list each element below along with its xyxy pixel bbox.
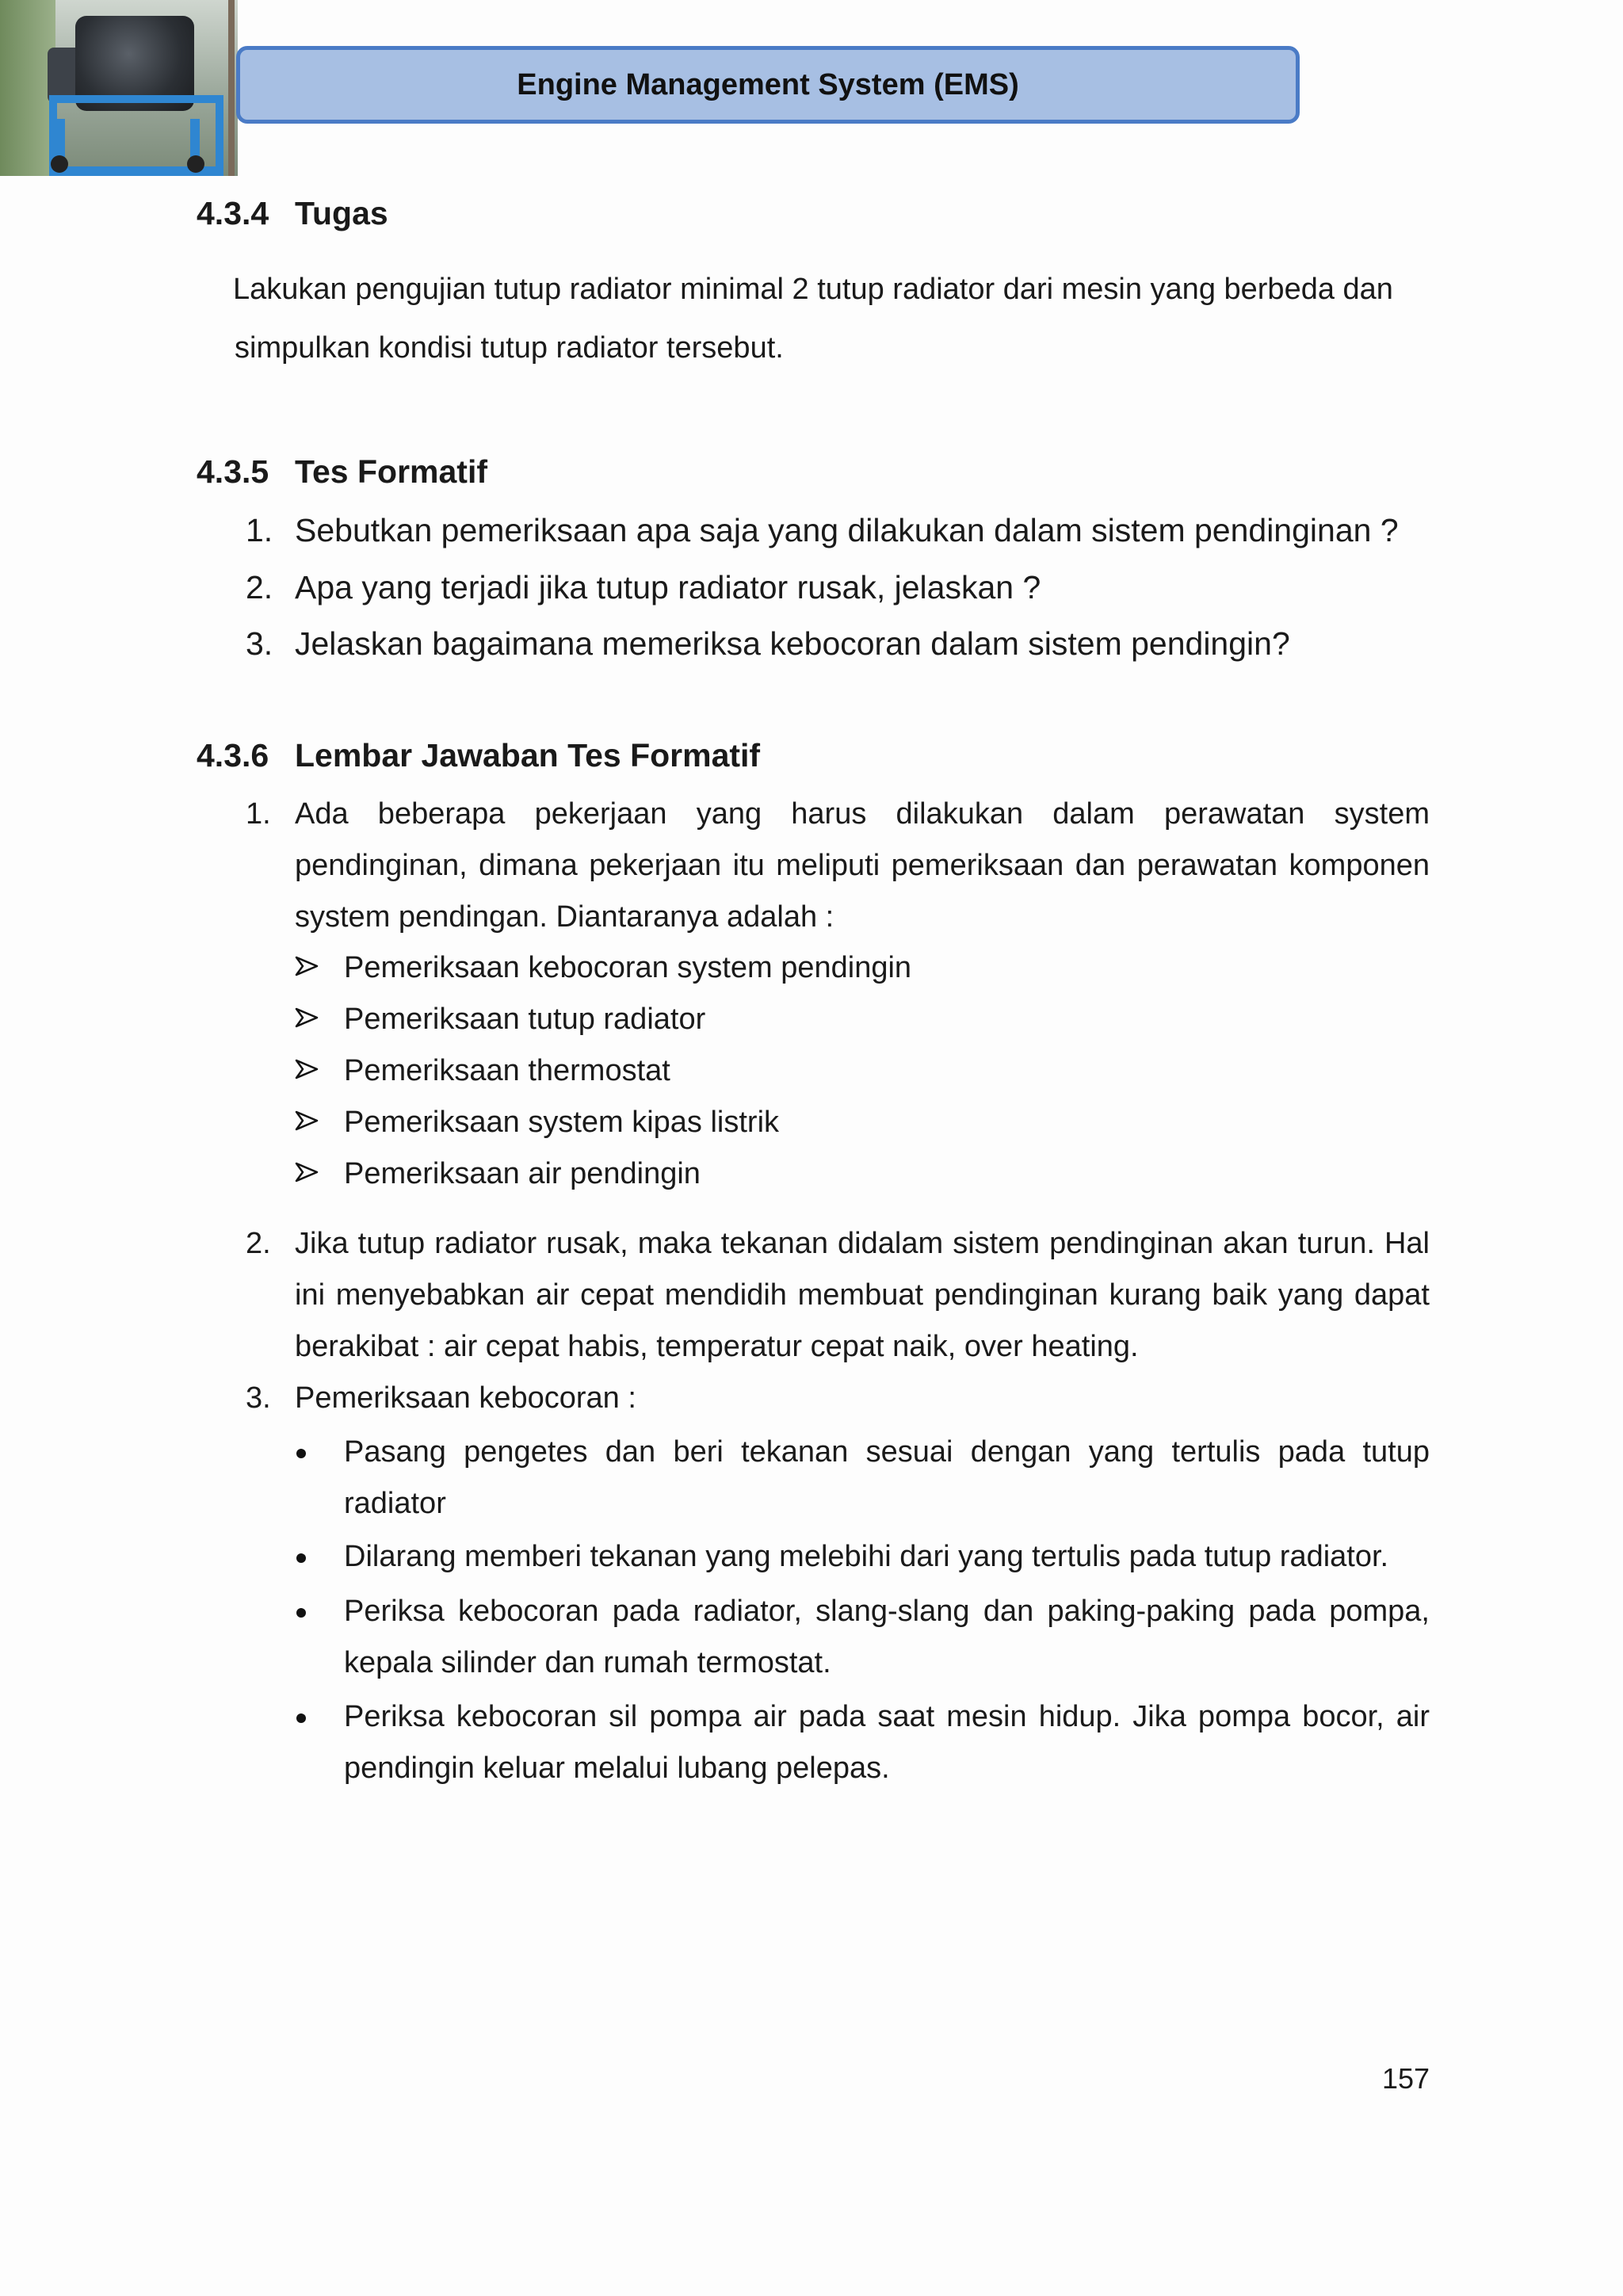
question-2-text: Apa yang terjadi jika tutup radiator rusak, jelaskan ? (295, 569, 1041, 606)
question-1-marker: 1. (246, 512, 273, 548)
answer-3-bullet-2: Dilarang memberi tekanan yang melebihi dari yang tertulis pada tutup radiator. (344, 1540, 1389, 1573)
tugas-line-2: simpulkan kondisi tutup radiator tersebut. (235, 331, 784, 365)
question-1-text: Sebutkan pemeriksaan apa saja yang dilakukan dalam sistem pendinginan ? (295, 512, 1399, 548)
header-banner (236, 46, 1300, 124)
section-title: Tugas (295, 195, 388, 231)
answer-1-line-2: pendinginan, dimana pekerjaan itu meliputi pemeriksaan dan perawatan komponen (295, 849, 1430, 882)
section-title: Lembar Jawaban Tes Formatif (295, 737, 761, 774)
bullet-dot-icon (296, 1608, 306, 1618)
answer-1-item-2: Pemeriksaan tutup radiator (344, 1003, 706, 1036)
answer-3-marker: 3. (246, 1381, 271, 1415)
answer-2-line-3: berakibat : air cepat habis, temperatur cepat naik, over heating. (295, 1330, 1139, 1363)
answer-3-bullet-4-line-2: pendingin keluar melalui lubang pelepas. (344, 1752, 890, 1785)
answer-3-bullet-1-line-1: Pasang pengetes dan beri tekanan sesuai dengan yang tertulis pada tutup (344, 1435, 1430, 1469)
section-heading-tes-formatif (197, 453, 487, 491)
bullet-dot-icon (296, 1449, 306, 1458)
section-number: 4.3.6 (197, 737, 269, 774)
answer-1-item-1: Pemeriksaan kebocoran system pendingin (344, 951, 912, 984)
answer-1-item-5: Pemeriksaan air pendingin (344, 1157, 701, 1190)
section-title: Tes Formatif (295, 453, 487, 490)
arrow-bullet-icon (295, 1007, 319, 1028)
answer-3-bullet-3-line-2: kepala silinder dan rumah termostat. (344, 1646, 831, 1679)
bullet-dot-icon (296, 1553, 306, 1563)
question-2-marker: 2. (246, 569, 273, 606)
answer-3-bullet-4-line-1: Periksa kebocoran sil pompa air pada saat mesin hidup. Jika pompa bocor, air (344, 1700, 1430, 1733)
arrow-bullet-icon (295, 1059, 319, 1079)
answer-2-line-1: Jika tutup radiator rusak, maka tekanan didalam sistem pendinginan akan turun. Hal (295, 1227, 1430, 1260)
answer-3-bullet-3-line-1: Periksa kebocoran pada radiator, slang-slang dan paking-paking pada pompa, (344, 1595, 1430, 1628)
answer-1-line-3: system pendingan. Diantaranya adalah : (295, 900, 834, 934)
section-heading-tugas (197, 195, 388, 232)
header-title: Engine Management System (EMS) (517, 67, 1019, 101)
question-3-marker: 3. (246, 625, 273, 662)
tugas-line-1: Lakukan pengujian tutup radiator minimal 2 tutup radiator dari mesin yang berbeda dan (233, 273, 1393, 306)
page-number: 157 (1382, 2062, 1430, 2095)
answer-1-marker: 1. (246, 797, 271, 831)
answer-1-line-1: Ada beberapa pekerjaan yang harus dilakukan dalam perawatan system (295, 797, 1430, 831)
answer-3-bullet-1-line-2: radiator (344, 1487, 446, 1520)
answer-1-item-3: Pemeriksaan thermostat (344, 1054, 670, 1087)
section-number: 4.3.4 (197, 195, 269, 231)
arrow-bullet-icon (295, 1110, 319, 1131)
question-3-text: Jelaskan bagaimana memeriksa kebocoran dalam sistem pendingin? (295, 625, 1290, 662)
answer-3-intro: Pemeriksaan kebocoran : (295, 1381, 636, 1415)
bullet-dot-icon (296, 1713, 306, 1723)
section-number: 4.3.5 (197, 453, 269, 490)
answer-1-item-4: Pemeriksaan system kipas listrik (344, 1106, 780, 1139)
section-heading-lembar-jawaban (197, 737, 760, 774)
engine-trainer-photo (0, 0, 238, 176)
arrow-bullet-icon (295, 956, 319, 976)
answer-2-line-2: ini menyebabkan air cepat mendidih membuat pendinginan kurang baik yang dapat (295, 1278, 1430, 1312)
arrow-bullet-icon (295, 1162, 319, 1182)
answer-2-marker: 2. (246, 1227, 271, 1260)
